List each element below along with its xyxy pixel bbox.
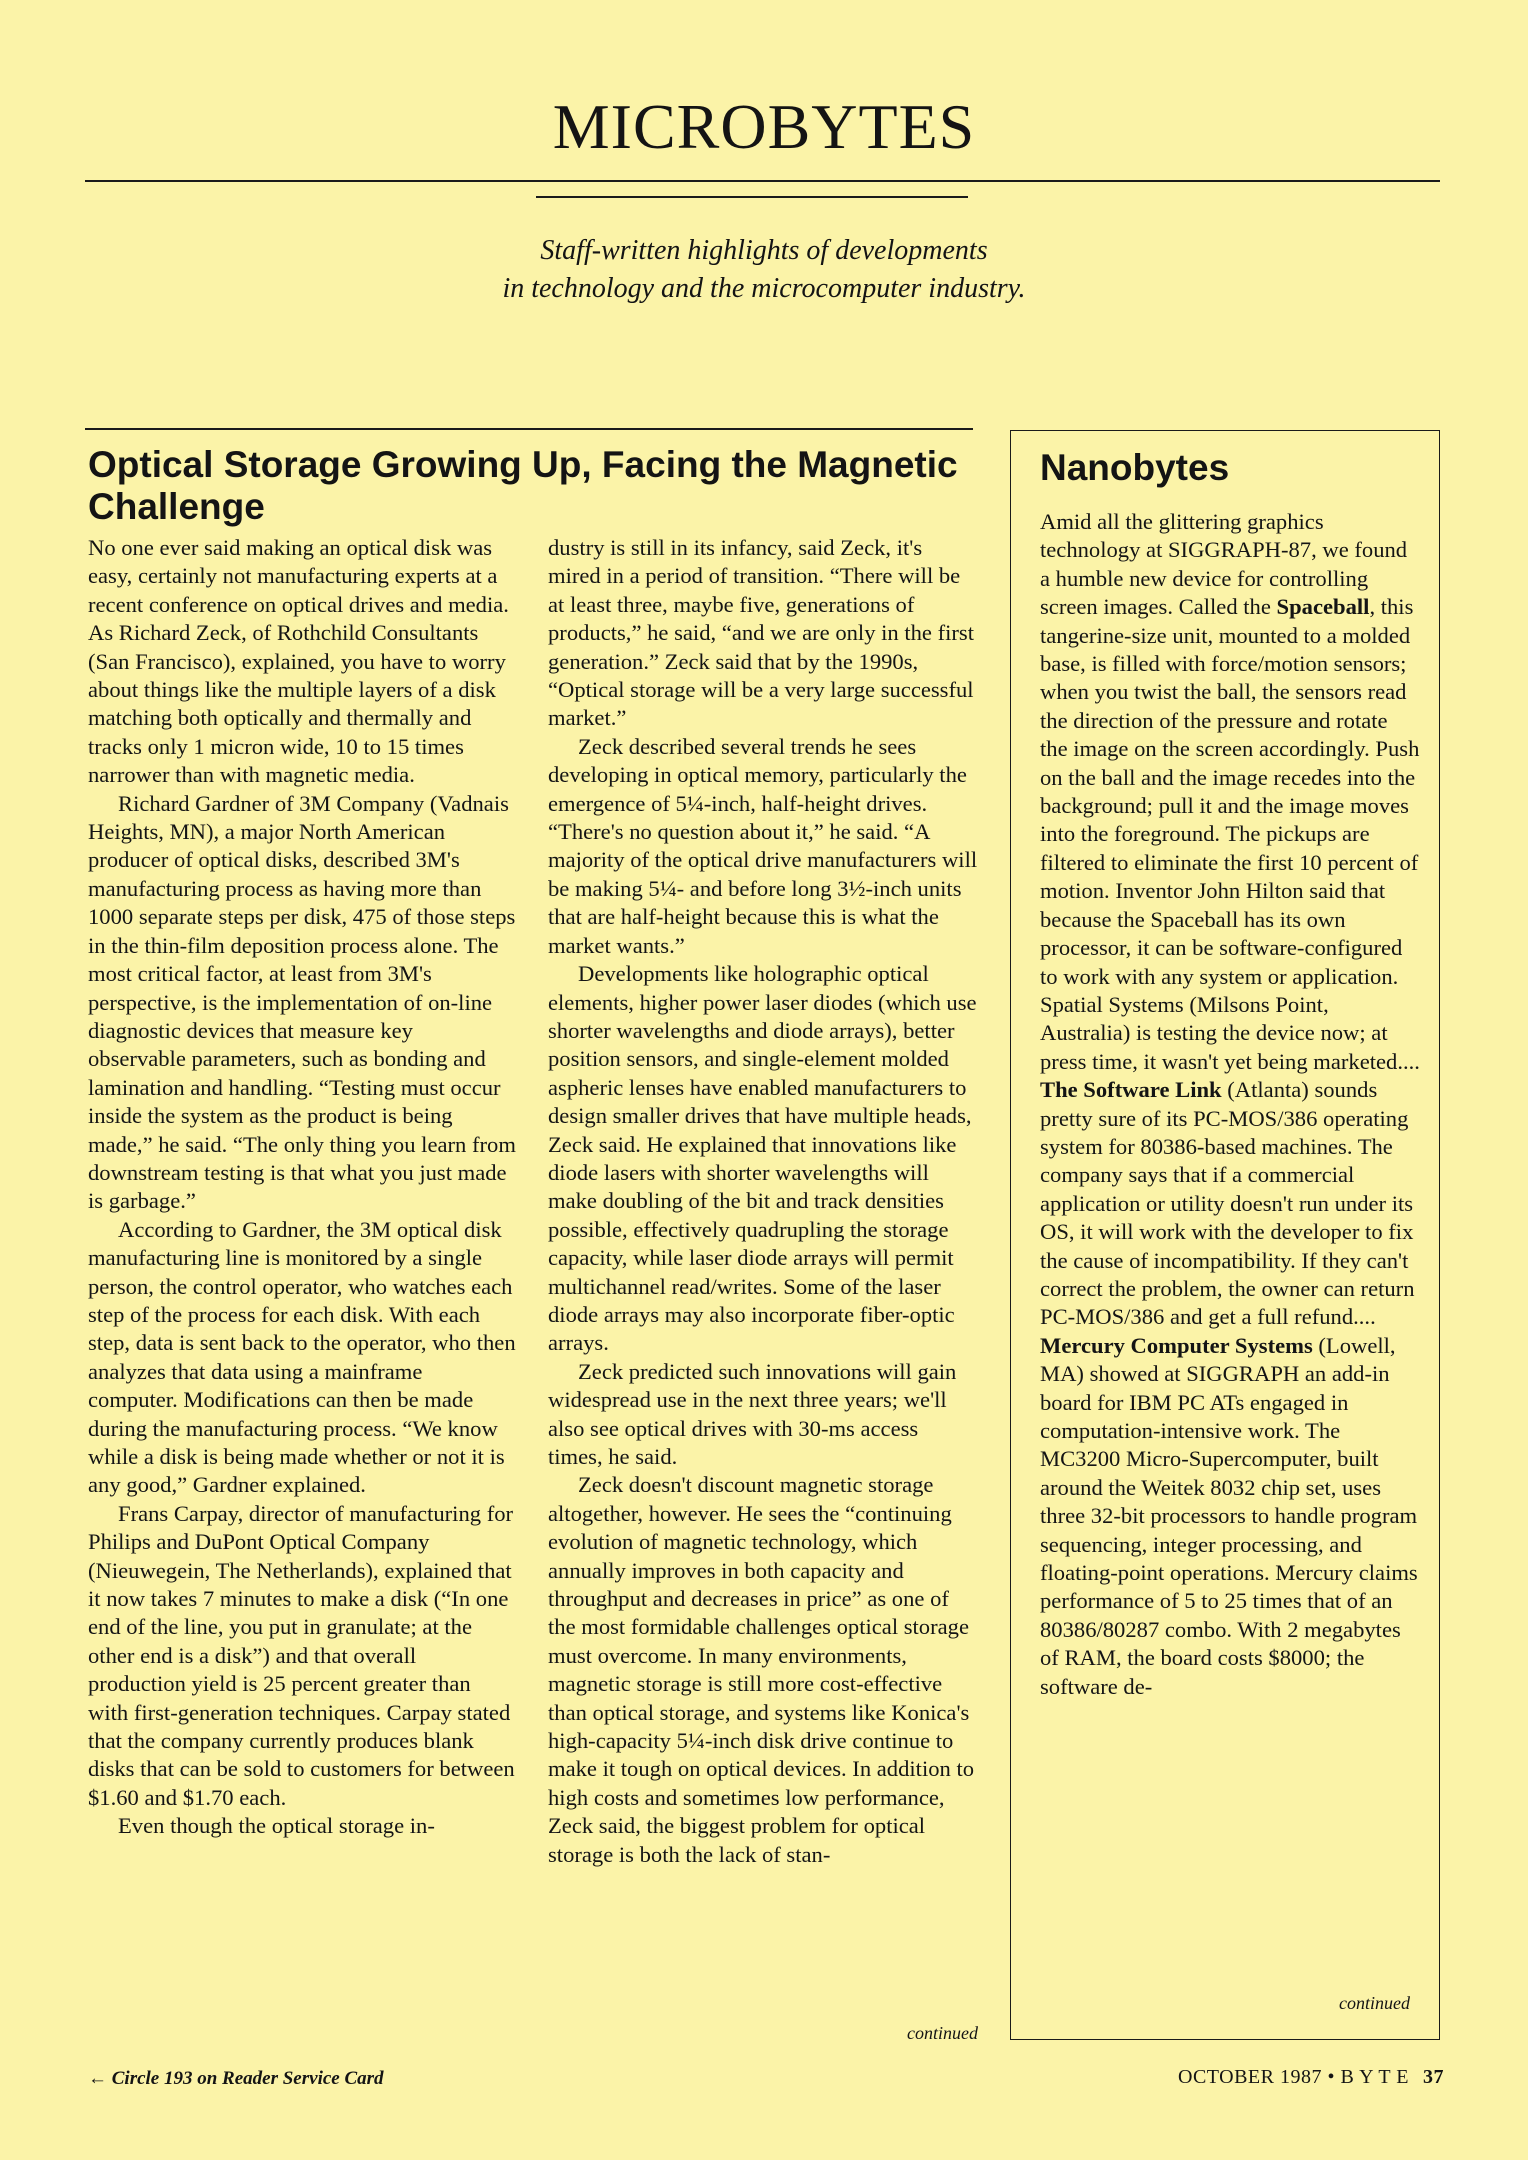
sidebar-text: Amid all the glittering graphics technology at SIGGRAPH-87, we found a humble new device for controlling screen images. Called the [1040,509,1408,620]
paragraph: Zeck predicted such innovations will gain widespread use in the next three years; we'll also see optical drives with 30-ms access times, he said. [548,1358,957,1469]
paragraph: No one ever said making an optical disk was easy, certainly not manufacturing experts at a recent conference on optical drives and media. As Richard Zeck, of Rothchild Consultants (San Francisco), explained, you have to worry about things like the multiple layers of a disk matching both optically and thermally and tracks only 1 micron wide, 10 to 15 times narrower than with magnetic media. [88,535,509,788]
sidebar-text: (Atlanta) sounds pretty sure of its PC-MOS/386 operating system for 80386-based machines. The company says that if a commercial application or utility doesn't run under its OS, it will work with the developer to fix the cause of incompatibility. If they can't correct the problem, the owner can return PC-MOS/386 and get a full refund.... [1040,1077,1415,1330]
section-subtitle [0,232,1528,308]
masthead-short-rule [536,196,968,198]
sidebar-continued-label: continued [1339,1993,1410,2013]
article-rule [85,428,973,430]
issue-label: OCTOBER 1987 • B Y T E [1178,2066,1409,2088]
paragraph: According to Gardner, the 3M optical disk manufacturing line is monitored by a single person, the control operator, who watches each step of the process for each disk. With each step, data is sent back to the operator, who then analyzes that data using a mainframe computer. Modifications can then be made during the manufacturing process. “We know while a disk is being made whether or not it is any good,” Gardner explained. [88,1216,516,1498]
paragraph: Frans Carpay, director of manufacturing for Philips and DuPont Optical Company (Nieuwegein, The Netherlands), explained that it now takes 7 minutes to make a disk (“In one end of the line, you put in granulate; at the other end is a disk”) and that overall production yield is 25 percent greater than with first-generation techniques. Carpay stated that the company currently produces blank disks that can be sold to customers for between $1.60 and $1.70 each. [88,1500,515,1810]
company-name-software-link: The Software Link [1040,1077,1222,1103]
article-headline: Optical Storage Growing Up, Facing the Magnetic Challenge [88,444,958,527]
masthead-rule [85,180,1440,182]
paragraph: Even though the optical storage in- [118,1813,435,1839]
reader-service-note: ← Circle 193 on Reader Service Card [88,2068,384,2089]
article-column-1 [88,534,516,1841]
article-continued-label: continued [907,2023,978,2043]
paragraph: dustry is still in its infancy, said Zeck, it's mired in a period of transition. “There will be at least three, maybe five, generations of products,” he said, “and we are only in the first generation.” Zeck said that by the 1990s, “Optical storage will be a very large successful market.” [548,535,975,731]
masthead-title: MICROBYTES [552,91,976,162]
sidebar-title: Nanobytes [1040,447,1230,488]
sidebar-text: , this tangerine-size unit, mounted to a molded base, is filled with force/motion sensors; when you twist the ball, the sensors read the direction of the pressure and rotate the image on the screen accordingly. Push on the ball and the image recedes into the background; pull it and the image moves into the foreground. The pickups are filtered to eliminate the first 10 percent of motion. Inventor John Hilton said that because the Spaceball has its own processor, it can be software-configured to work with any system or application. Spatial Systems (Milsons Point, Australia) is testing the device now; at press time, it wasn't yet being marketed.... [1040,594,1420,1074]
sidebar-body [1040,508,1420,1701]
subtitle-line-2: in technology and the microcomputer industry. [502,273,1026,304]
paragraph: Zeck doesn't discount magnetic storage altogether, however. He sees the “continuing evolution of magnetic technology, which annually improves in both capacity and throughput and decreases in price” as one of the most formidable challenges optical storage must overcome. In many environments, magnetic storage is still more cost-effective than optical storage, and systems like Konica's high-capacity 5¼-inch disk drive continue to make it tough on optical devices. In addition to high costs and sometimes low performance, Zeck said, the biggest problem for optical storage is both the lack of stan- [548,1472,975,1867]
sidebar-text: (Lowell, MA) showed at SIGGRAPH an add-in board for IBM PC ATs engaged in computation-intensive work. The MC3200 Micro-Supercomputer, built around the Weitek 8032 chip set, uses three 32-bit processors to handle program sequencing, integer processing, and floating-point operations. Mercury claims performance of 5 to 25 times that of an 80386/80287 combo. With 2 megabytes of RAM, the board costs $8000; the software de- [1040,1332,1418,1699]
page-footer [1000,2066,1444,2089]
product-name-spaceball: Spaceball [1276,594,1370,620]
paragraph: Richard Gardner of 3M Company (Vadnais Heights, MN), a major North American producer of optical disks, described 3M's manufacturing process as having more than 1000 separate steps per disk, 475 of those steps in the thin-film deposition process alone. The most critical factor, at least from 3M's perspective, is the implementation of on-line diagnostic devices that measure key observable parameters, such as bonding and lamination and handling. “Testing must occur inside the system as the product is being made,” he said. “The only thing you learn from downstream testing is that what you just made is garbage.” [88,790,516,1214]
paragraph: Developments like holographic optical elements, higher power laser diodes (which use shorter wavelengths and diode arrays), better position sensors, and single-element molded aspheric lenses have enabled manufacturers to design smaller drives that have multiple heads, Zeck said. He explained that innovations like diode lasers with shorter wavelengths will make doubling of the bit and track densities possible, effectively quadrupling the storage capacity, while laser diode arrays will permit multichannel read/writes. Some of the laser diode arrays may also incorporate fiber-optic arrays. [548,961,977,1356]
page-number: 37 [1423,2066,1444,2088]
article-column-2 [548,534,978,1869]
company-name-mercury: Mercury Computer Systems [1040,1332,1313,1358]
sidebar-paragraph [1040,508,1420,1701]
paragraph: Zeck described several trends he sees developing in optical memory, particularly the emergence of 5¼-inch, half-height drives. “There's no question about it,” he said. “A majority of the optical drive manufacturers will be making 5¼- and before long 3½-inch units that are half-height because this is what the market wants.” [548,733,978,958]
subtitle-line-1: Staff-written highlights of developments [540,235,988,266]
